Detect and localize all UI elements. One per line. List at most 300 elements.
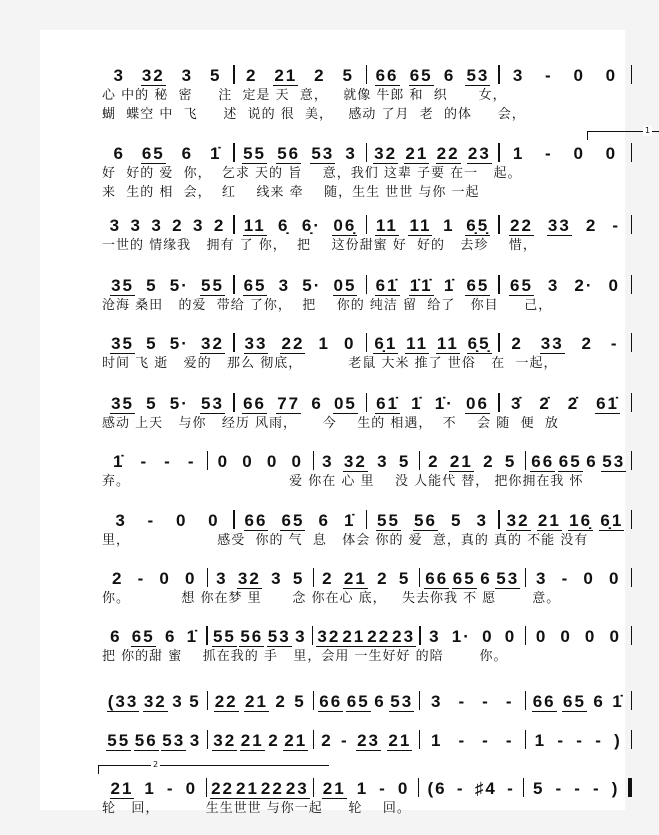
measure (367, 66, 498, 86)
note: 2 (213, 216, 226, 235)
note: 33 (547, 216, 571, 235)
note: 3̇ (510, 394, 523, 413)
note: 1· (451, 627, 471, 646)
note: 55 (212, 627, 236, 646)
note: 21 (274, 66, 298, 85)
note: 5 (146, 334, 158, 353)
volta-number: 1 (645, 126, 651, 135)
note: 6 (443, 66, 456, 85)
measure (313, 628, 419, 647)
note: 53 (496, 569, 520, 588)
lyric-line: 把 你的甜 蜜 抓在我的 手 里，会用 一生好好 的陪 你。 (102, 649, 508, 664)
notes-line (102, 727, 632, 751)
measure (102, 144, 233, 164)
note: 11 (406, 334, 429, 353)
note: 65 (466, 276, 490, 295)
score-row (102, 448, 632, 491)
note: 3 (536, 569, 548, 588)
note: 5 (146, 276, 158, 295)
barline (631, 275, 633, 294)
notes-line (102, 140, 632, 164)
note: 21 (240, 731, 264, 750)
note: 1 (356, 779, 369, 798)
note: - (610, 334, 619, 353)
measure (526, 627, 630, 647)
note: 22 (260, 779, 284, 798)
note: 6 (480, 569, 492, 588)
barline (631, 691, 633, 710)
note: 5 (504, 452, 517, 471)
note: 65 (452, 569, 476, 588)
note: 22 (510, 216, 533, 235)
measure (102, 627, 206, 647)
note: (33 (107, 692, 139, 711)
note: 65 (409, 66, 433, 85)
note: ) (614, 731, 622, 750)
note: 06 (466, 394, 489, 413)
measure (314, 779, 418, 799)
note: 1 (431, 731, 443, 750)
notes-line (102, 565, 632, 589)
lyric-line: 轮 回， 生生世世 与你一起 轮 回。 (102, 801, 411, 816)
note: 5· (302, 276, 322, 295)
note: 0 (573, 144, 585, 163)
note: 32 (201, 334, 224, 353)
measure (235, 511, 366, 531)
note: - (505, 692, 514, 711)
note: 0 (242, 452, 254, 471)
note: (6 (427, 779, 447, 798)
note: 0 (208, 511, 220, 530)
note: 05 (333, 394, 357, 413)
volta-number: 2 (153, 760, 159, 769)
note: 53 (602, 452, 626, 471)
note: 3 (115, 511, 127, 530)
lyric-line: 里， 感受 你的 气 息 体会 你的 爱 意，真的 真的 不能 没有 (102, 533, 589, 548)
note: 1̇ (343, 511, 356, 530)
note: 66 (425, 569, 449, 588)
note: 2 (112, 569, 124, 588)
barline (631, 333, 633, 352)
score-row (102, 688, 632, 712)
barline (631, 65, 633, 84)
score-row (102, 727, 632, 751)
measure (235, 276, 366, 296)
measure (102, 511, 233, 531)
note: - (456, 779, 465, 798)
note: 6̣1 (600, 511, 624, 530)
score-row (102, 62, 632, 124)
measure (314, 731, 419, 751)
note: 5 (189, 692, 201, 711)
measure (526, 569, 631, 589)
note: 32 (237, 569, 261, 588)
score-row (102, 507, 632, 550)
note: 3 (278, 276, 291, 295)
lyric-line: 心 中的 秘 密 注 定是 天 意， 就像 牛郎 和 织 女， (102, 88, 507, 103)
note: 5 (294, 692, 306, 711)
note: 3 (429, 627, 441, 646)
note: 5 (398, 569, 411, 588)
note: 23 (392, 627, 416, 646)
sheet-music (40, 30, 651, 816)
note: 0 (266, 452, 279, 471)
note: 1 (144, 779, 156, 798)
measure (419, 779, 523, 799)
note: 32 (143, 692, 167, 711)
note: - (595, 731, 603, 750)
measure (235, 216, 366, 236)
note: 22 (436, 144, 460, 163)
note: 32 (506, 511, 530, 530)
note: 56 (134, 731, 158, 750)
note: 0 (608, 276, 620, 295)
note: 21 (342, 627, 366, 646)
measure (367, 145, 498, 164)
note: 2 (581, 334, 593, 353)
note: - (561, 569, 570, 588)
measure (208, 627, 312, 647)
note: - (341, 731, 349, 750)
note: - (545, 144, 553, 163)
note: 61̇ (375, 276, 399, 295)
measure (102, 452, 207, 472)
note: 3 (216, 569, 228, 588)
note: 2 (268, 731, 280, 750)
note: 3 (322, 452, 334, 471)
note: 3 (181, 66, 194, 85)
note: 5 (398, 452, 411, 471)
note: - (458, 692, 467, 711)
note: 55 (201, 276, 224, 295)
note: - (557, 731, 566, 750)
note: 77 (277, 394, 301, 413)
note: 61̇ (376, 394, 399, 413)
note: 0 (175, 511, 188, 530)
score-row (102, 390, 632, 433)
note: 65 (243, 276, 267, 295)
note: 3 (151, 216, 163, 235)
note: 11 (243, 216, 266, 235)
note: 21 (343, 569, 367, 588)
notes-line (102, 330, 632, 354)
note: 21 (236, 779, 259, 798)
note: 6 (374, 692, 386, 711)
measure (235, 66, 366, 86)
note: - (147, 511, 156, 530)
measure (526, 731, 631, 751)
note: 0 (291, 452, 303, 471)
note: 5· (169, 394, 189, 413)
note: 1̇ (113, 452, 125, 471)
measure (207, 780, 313, 799)
note: 2 (275, 692, 287, 711)
measure (102, 216, 233, 236)
note: 3 (172, 692, 184, 711)
note: - (612, 216, 620, 235)
note: 0 (573, 66, 585, 85)
note: 3 (345, 144, 357, 163)
note: 1̇ (411, 394, 423, 413)
note: 0 (584, 627, 597, 646)
note: - (458, 731, 467, 750)
note: 65 (510, 276, 533, 295)
note: 1 (512, 144, 525, 163)
measure (524, 779, 628, 799)
notes-line (102, 507, 632, 531)
note: 21 (322, 779, 346, 798)
notes-line (102, 272, 632, 296)
lyric-line: 一世的 情缘我 拥有 了 你， 把 这份甜蜜 好 好的 去珍 惜， (102, 238, 537, 253)
note: 22 (214, 692, 238, 711)
note: 21 (110, 779, 134, 798)
note: 2 (483, 452, 495, 471)
note: 2 (585, 216, 598, 235)
note: 21 (537, 511, 561, 530)
lyric-line: 沧海 桑田 的爱 带给 了你， 把 你的 纯洁 留 给了 你目 己， (102, 298, 553, 313)
note: - (379, 779, 387, 798)
note: 35 (111, 334, 134, 353)
note: 6 (164, 627, 177, 646)
measure (208, 692, 313, 712)
note: 2 (511, 334, 523, 353)
note: - (140, 452, 149, 471)
note: 05 (333, 276, 357, 295)
measure (367, 394, 498, 414)
note: 0 (159, 569, 171, 588)
score-row (102, 565, 632, 608)
notes-line (102, 688, 632, 712)
measure (420, 452, 525, 472)
note: 32 (374, 144, 398, 163)
note: 1̇· (434, 394, 454, 413)
note: 1 (318, 334, 330, 353)
note: 0 (482, 627, 494, 646)
note: 0 (504, 627, 517, 646)
note: 11 (436, 334, 459, 353)
note: 6 (113, 144, 125, 163)
note: 6̣· (301, 216, 322, 235)
note: 65 (346, 692, 370, 711)
note: 5 (342, 66, 354, 85)
note: - (545, 66, 553, 85)
note: 0 (535, 627, 548, 646)
note: 6̣1 (374, 334, 398, 353)
note: 23 (467, 144, 491, 163)
note: 0 (217, 452, 230, 471)
note: 3 (547, 276, 560, 295)
note: - (137, 569, 146, 588)
notes-line (102, 775, 632, 799)
note: 0 (605, 66, 618, 85)
measure (102, 731, 207, 751)
note: 3 (130, 216, 142, 235)
note: 22 (281, 334, 305, 353)
note: 3 (512, 66, 525, 85)
notes-line (102, 62, 632, 86)
note: 33 (540, 334, 564, 353)
note: 66 (243, 394, 267, 413)
score-row (102, 760, 632, 818)
note: 35 (111, 394, 134, 413)
barline (631, 393, 633, 412)
barline (631, 568, 633, 587)
note: 5 (532, 779, 545, 798)
note: 65 (281, 511, 305, 530)
note: 0 (608, 569, 621, 588)
note: 21 (284, 731, 308, 750)
measure (208, 731, 313, 751)
measure (102, 779, 206, 799)
lyric-line: 来 生的 相 会， 红 线来 牵 随，生生 世世 与你 一起 (102, 185, 480, 200)
note: 66 (244, 511, 268, 530)
measure (500, 216, 631, 236)
note: 3 (189, 731, 202, 750)
note: 32 (213, 731, 237, 750)
note: 6 (586, 452, 598, 471)
note: 5 (450, 511, 463, 530)
note: 6̣5̣ (466, 216, 490, 235)
note: 66 (375, 66, 399, 85)
note: 0 (605, 144, 618, 163)
note: 66 (532, 692, 556, 711)
note: 66 (319, 692, 343, 711)
lyric-line: 弃。 爱 你在 心 里 没 人能代 替， 把你拥在我 怀 (102, 474, 584, 489)
note: 0 (560, 627, 572, 646)
note: 2 (245, 66, 258, 85)
note: 11 (375, 216, 398, 235)
note: 5· (169, 334, 189, 353)
note: 2 (321, 731, 333, 750)
note: 06̣ (333, 216, 357, 235)
measure (235, 334, 366, 354)
score-row (102, 623, 632, 666)
barline (631, 143, 633, 162)
note: 0 (184, 569, 197, 588)
note: 23 (285, 779, 309, 798)
notes-line (102, 623, 632, 647)
note: 1̇ (612, 692, 624, 711)
note: 61̇ (596, 394, 619, 413)
note: 21 (245, 692, 268, 711)
note: 6 (311, 394, 323, 413)
note: 21 (449, 452, 473, 471)
measure (420, 569, 525, 589)
note: 35 (111, 276, 134, 295)
note: 65 (131, 627, 155, 646)
note: 56 (240, 627, 264, 646)
note: 1̇ (210, 144, 222, 163)
note: 65 (141, 144, 165, 163)
note: 53 (267, 627, 291, 646)
note: ) (611, 779, 620, 798)
volta-bracket (587, 126, 659, 140)
note: 55 (377, 511, 400, 530)
score-row (102, 212, 632, 255)
note: 56 (277, 144, 301, 163)
note: - (576, 731, 584, 750)
measure (500, 334, 631, 354)
note: 0 (609, 627, 621, 646)
note: 0 (343, 334, 356, 353)
measure (500, 144, 631, 164)
lyric-line: 蝴 蝶空 中 飞 述 说的 很 美， 感动 了月 老 的体 会， (102, 107, 526, 122)
measure (314, 692, 419, 712)
note: 11 (409, 216, 432, 235)
note: 56 (413, 511, 437, 530)
note: 0 (583, 569, 595, 588)
measure (526, 452, 631, 472)
notes-line (102, 390, 632, 414)
note: 3 (109, 216, 122, 235)
note: 23 (357, 731, 380, 750)
note: 65 (563, 692, 586, 711)
note: - (574, 779, 582, 798)
score-row (102, 126, 651, 202)
measure (420, 692, 525, 712)
note: 6 (318, 511, 330, 530)
note: 55 (107, 731, 131, 750)
note: 2̇ (539, 394, 551, 413)
measure (367, 216, 498, 236)
note: 2· (574, 276, 594, 295)
measure (235, 144, 366, 164)
barline (631, 626, 633, 645)
note: - (166, 779, 175, 798)
note: 53 (390, 692, 414, 711)
note: 1̇ (443, 276, 456, 295)
note: 5 (146, 394, 158, 413)
note: 3 (192, 216, 205, 235)
note: - (507, 779, 515, 798)
note: 5· (169, 276, 189, 295)
note: 2̇ (567, 394, 580, 413)
note: 6 (181, 144, 194, 163)
note: 5 (292, 569, 305, 588)
note: 6̣ (278, 216, 290, 235)
barline (631, 215, 633, 234)
note: 32 (317, 627, 341, 646)
barline (631, 510, 633, 529)
note: 3 (271, 569, 283, 588)
measure (367, 276, 498, 296)
measure (421, 627, 525, 647)
note: - (164, 452, 172, 471)
measure (314, 452, 419, 472)
measure (420, 731, 525, 751)
barline (628, 778, 632, 797)
measure (235, 394, 366, 414)
note: - (187, 452, 196, 471)
note: 6̣5̣ (467, 334, 491, 353)
note: 3 (113, 66, 125, 85)
measure (102, 569, 207, 589)
note: ♯4 (474, 779, 497, 798)
notes-line (102, 448, 632, 472)
note: 6 (593, 692, 605, 711)
measure (367, 511, 498, 531)
note: 53 (201, 394, 224, 413)
barline (631, 730, 633, 749)
note: 0 (397, 779, 410, 798)
notes-line (102, 212, 632, 236)
measure (500, 394, 631, 414)
note: - (593, 779, 601, 798)
note: - (505, 731, 514, 750)
volta-bracket (98, 760, 329, 774)
barline (631, 451, 633, 470)
note: 21 (388, 731, 412, 750)
